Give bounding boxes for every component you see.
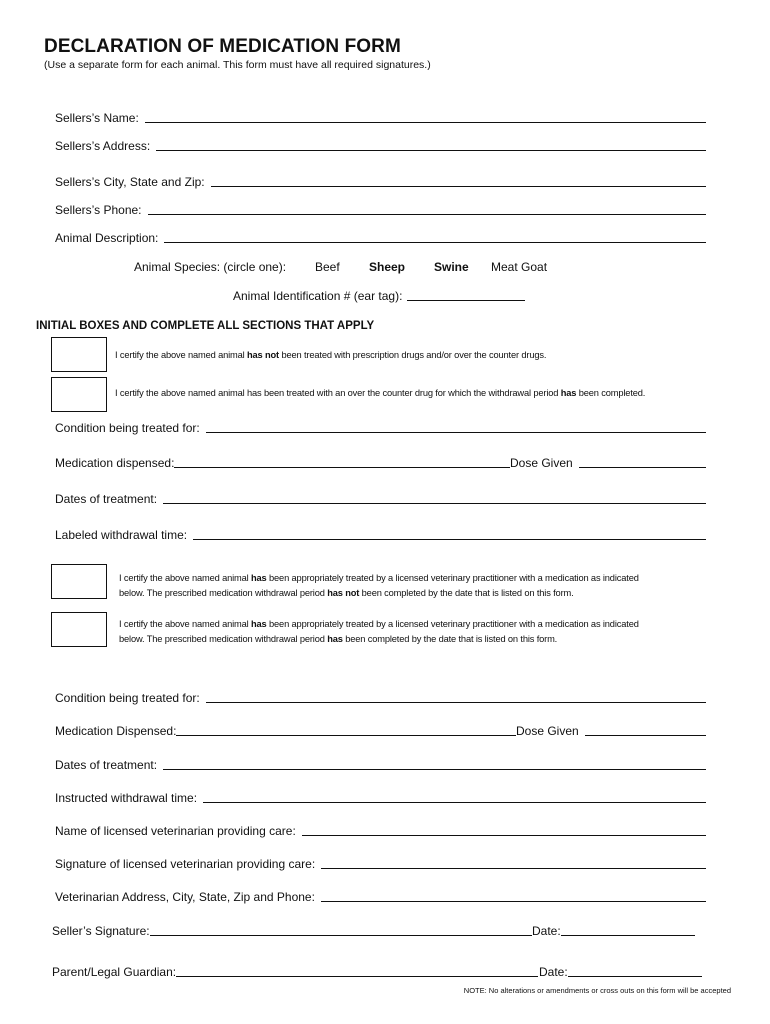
animal-species-label: Animal Species: (circle one):	[134, 260, 287, 274]
cert3-l2-emphasis: has not	[327, 587, 360, 598]
animal-description-label: Animal Description:	[55, 231, 159, 245]
certification-not-treated	[115, 348, 546, 363]
otc-condition-label: Condition being treated for:	[55, 421, 200, 435]
vet-withdrawal-field[interactable]	[55, 791, 706, 805]
cert3-line1	[119, 571, 639, 586]
seller-date-field[interactable]	[532, 924, 695, 938]
cert4-l2-text: below. The prescribed medication withdrawal period	[119, 633, 328, 644]
guardian-date-field[interactable]	[539, 965, 702, 979]
cert4-l1-text: I certify the above named animal	[119, 619, 251, 629]
species-option-meat-goat[interactable]: Meat Goat	[491, 260, 548, 274]
species-option-swine[interactable]: Swine	[434, 260, 469, 274]
animal-id-line[interactable]	[407, 300, 525, 301]
cert3-l1-text-end: been appropriately treated by a licensed veterinary practitioner with a medication as indicated	[266, 573, 639, 583]
sellers-phone-line[interactable]	[148, 213, 707, 215]
vet-dates-label: Dates of treatment:	[55, 758, 158, 772]
vet-medication-field[interactable]	[55, 724, 516, 738]
vet-dose-label: Dose Given	[516, 724, 579, 738]
sellers-address-line[interactable]	[156, 149, 706, 151]
vet-dates-line[interactable]	[163, 768, 706, 770]
otc-dose-line[interactable]	[579, 466, 706, 468]
cert3-l2-text: below. The prescribed medication withdrawal period	[119, 587, 328, 598]
initial-box-vet-completed[interactable]	[51, 612, 107, 647]
species-option-sheep[interactable]: Sheep	[369, 260, 406, 274]
vet-dose-line[interactable]	[585, 734, 706, 736]
vet-condition-label: Condition being treated for:	[55, 691, 200, 705]
sellers-city-label: Sellers’s City, State and Zip:	[55, 175, 205, 189]
guardian-signature-line[interactable]	[176, 975, 538, 977]
vet-medication-line[interactable]	[176, 734, 516, 736]
animal-id-field[interactable]	[233, 289, 525, 303]
certification-otc-completed	[115, 386, 645, 401]
cert2-emphasis: has	[560, 388, 577, 398]
cert3-line2	[119, 586, 639, 601]
seller-date-label: Date:	[532, 924, 561, 938]
cert4-l2-emphasis: has	[327, 633, 343, 644]
cert4-l2-text-end: been completed by the date that is listed on this form.	[342, 633, 558, 644]
cert2-text-end: been completed.	[576, 388, 646, 398]
sellers-city-line[interactable]	[211, 185, 706, 187]
guardian-signature-label: Parent/Legal Guardian:	[52, 965, 177, 979]
cert4-line1	[119, 617, 639, 632]
vet-medication-label: Medication Dispensed:	[55, 724, 177, 738]
seller-signature-field[interactable]	[52, 924, 532, 938]
form-title: DECLARATION OF MEDICATION FORM	[44, 36, 401, 57]
otc-condition-field[interactable]	[55, 421, 706, 435]
initial-box-vet-not-completed[interactable]	[51, 564, 107, 599]
cert3-l1-emphasis: has	[251, 573, 267, 583]
certification-vet-not-completed	[119, 571, 639, 600]
vet-signature-line[interactable]	[321, 867, 706, 869]
otc-withdrawal-line[interactable]	[193, 538, 706, 540]
vet-condition-line[interactable]	[206, 701, 706, 703]
guardian-date-label: Date:	[539, 965, 568, 979]
sellers-phone-label: Sellers’s Phone:	[55, 203, 142, 217]
cert3-l2-text-end: been completed by the date that is listed on this form.	[359, 587, 574, 598]
vet-address-field[interactable]	[55, 890, 706, 904]
sellers-name-line[interactable]	[145, 121, 706, 123]
certification-vet-completed	[119, 617, 639, 646]
sellers-address-field[interactable]	[55, 139, 706, 153]
otc-withdrawal-field[interactable]	[55, 528, 706, 542]
vet-condition-field[interactable]	[55, 691, 706, 705]
vet-dates-field[interactable]	[55, 758, 706, 772]
guardian-signature-field[interactable]	[52, 965, 538, 979]
otc-dose-label: Dose Given	[510, 456, 573, 470]
otc-dates-label: Dates of treatment:	[55, 492, 158, 506]
otc-condition-line[interactable]	[206, 431, 706, 433]
section-heading: INITIAL BOXES AND COMPLETE ALL SECTIONS THAT APPLY	[36, 320, 375, 332]
vet-address-label: Veterinarian Address, City, State, Zip and Phone:	[55, 890, 315, 904]
otc-medication-field[interactable]	[55, 456, 510, 470]
animal-id-label: Animal Identification # (ear tag):	[233, 289, 403, 303]
cert3-l1-text: I certify the above named animal	[119, 573, 251, 583]
guardian-date-line[interactable]	[568, 975, 702, 977]
otc-medication-line[interactable]	[174, 466, 510, 468]
initial-box-not-treated[interactable]	[51, 337, 107, 372]
vet-dose-field[interactable]	[516, 724, 706, 738]
otc-withdrawal-label: Labeled withdrawal time:	[55, 528, 188, 542]
otc-dates-field[interactable]	[55, 492, 706, 506]
seller-date-line[interactable]	[561, 934, 695, 936]
vet-address-line[interactable]	[321, 900, 706, 902]
vet-withdrawal-line[interactable]	[203, 801, 706, 803]
sellers-city-field[interactable]	[55, 175, 706, 189]
otc-dose-field[interactable]	[510, 456, 706, 470]
cert2-text: I certify the above named animal has been treated with an over the counter drug for which the withdrawal period	[115, 388, 561, 398]
vet-signature-field[interactable]	[55, 857, 706, 871]
species-option-beef[interactable]: Beef	[315, 260, 340, 274]
sellers-address-label: Sellers’s Address:	[55, 139, 151, 153]
sellers-phone-field[interactable]	[55, 203, 706, 217]
cert1-text-end: been treated with prescription drugs and/or over the counter drugs.	[279, 350, 547, 360]
vet-name-field[interactable]	[55, 824, 706, 838]
seller-signature-label: Seller’s Signature:	[52, 924, 150, 938]
cert4-l1-text-end: been appropriately treated by a licensed veterinary practitioner with a medication as indicated	[266, 619, 639, 629]
vet-withdrawal-label: Instructed withdrawal time:	[55, 791, 198, 805]
cert1-text: I certify the above named animal	[115, 350, 247, 360]
cert4-l1-emphasis: has	[251, 619, 267, 629]
cert4-line2	[119, 632, 639, 647]
footer-note: NOTE: No alterations or amendments or cross outs on this form will be accepted	[463, 986, 731, 995]
seller-signature-line[interactable]	[150, 934, 532, 936]
form-subtitle: (Use a separate form for each animal. This form must have all required signatures.)	[44, 59, 431, 71]
vet-name-line[interactable]	[302, 834, 706, 836]
otc-dates-line[interactable]	[163, 502, 706, 504]
otc-medication-label: Medication dispensed:	[55, 456, 175, 470]
vet-signature-label: Signature of licensed veterinarian providing care:	[55, 857, 316, 871]
animal-description-line[interactable]	[164, 241, 706, 243]
animal-description-field[interactable]	[55, 231, 706, 245]
initial-box-otc-completed[interactable]	[51, 377, 107, 412]
vet-name-label: Name of licensed veterinarian providing care:	[55, 824, 296, 838]
sellers-name-label: Sellers’s Name:	[55, 111, 139, 125]
cert1-emphasis: has not	[247, 350, 280, 360]
sellers-name-field[interactable]	[55, 111, 706, 125]
